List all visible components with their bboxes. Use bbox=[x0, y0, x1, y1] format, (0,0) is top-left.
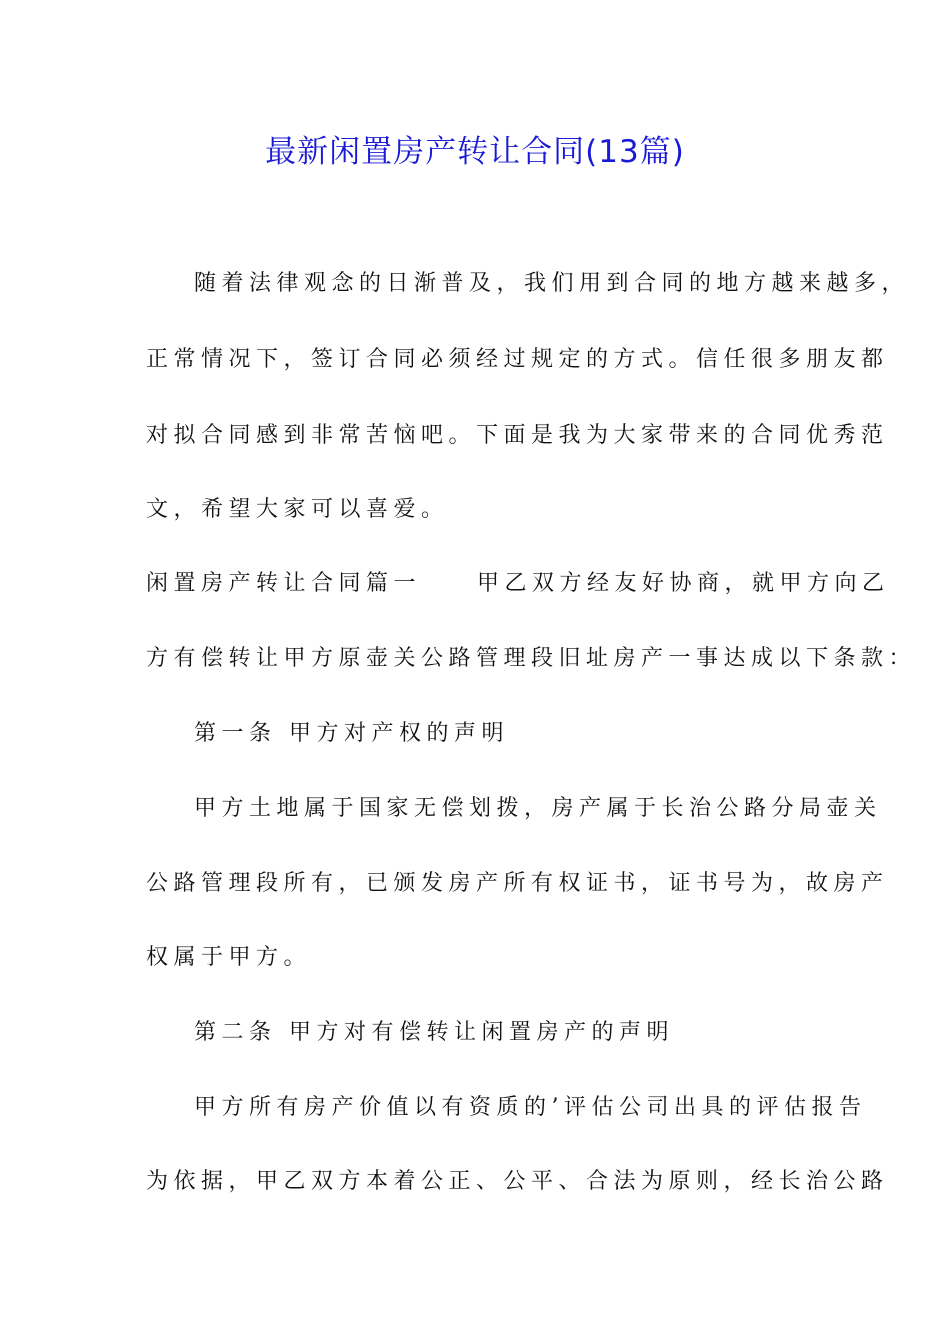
paragraph-line: 甲方所有房产价值以有资质的’评估公司出具的评估报告 bbox=[194, 1095, 867, 1120]
section-heading-label: 闲置房产转让合同篇一 bbox=[146, 571, 422, 596]
paragraph-line: 甲方土地属于国家无偿划拨，房产属于长治公路分局壶关 bbox=[194, 796, 882, 821]
section-heading-text: 甲乙双方经友好协商，就甲方向乙 bbox=[477, 571, 890, 596]
section-heading-line bbox=[146, 568, 890, 600]
clause-heading: 第一条 甲方对产权的声明 bbox=[194, 721, 509, 746]
paragraph-line: 文，希望大家可以喜爱。 bbox=[146, 497, 449, 522]
paragraph-line: 权属于甲方。 bbox=[146, 945, 312, 970]
paragraph-line: 正常情况下，签订合同必须经过规定的方式。信任很多朋友都 bbox=[146, 347, 889, 372]
document-title: 最新闲置房产转让合同(13篇) bbox=[265, 134, 685, 170]
paragraph-line: 随着法律观念的日渐普及，我们用到合同的地方越来越多， bbox=[194, 271, 910, 296]
paragraph-line: 方有偿转让甲方原壶关公路管理段旧址房产一事达成以下条款： bbox=[146, 646, 917, 671]
paragraph-line: 公路管理段所有，已颁发房产所有权证书，证书号为，故房产 bbox=[146, 871, 889, 896]
paragraph-line: 为依据，甲乙双方本着公正、公平、合法为原则，经长治公路 bbox=[146, 1169, 889, 1194]
paragraph-line: 对拟合同感到非常苦恼吧。下面是我为大家带来的合同优秀范 bbox=[146, 423, 889, 448]
clause-heading: 第二条 甲方对有偿转让闲置房产的声明 bbox=[194, 1020, 674, 1045]
